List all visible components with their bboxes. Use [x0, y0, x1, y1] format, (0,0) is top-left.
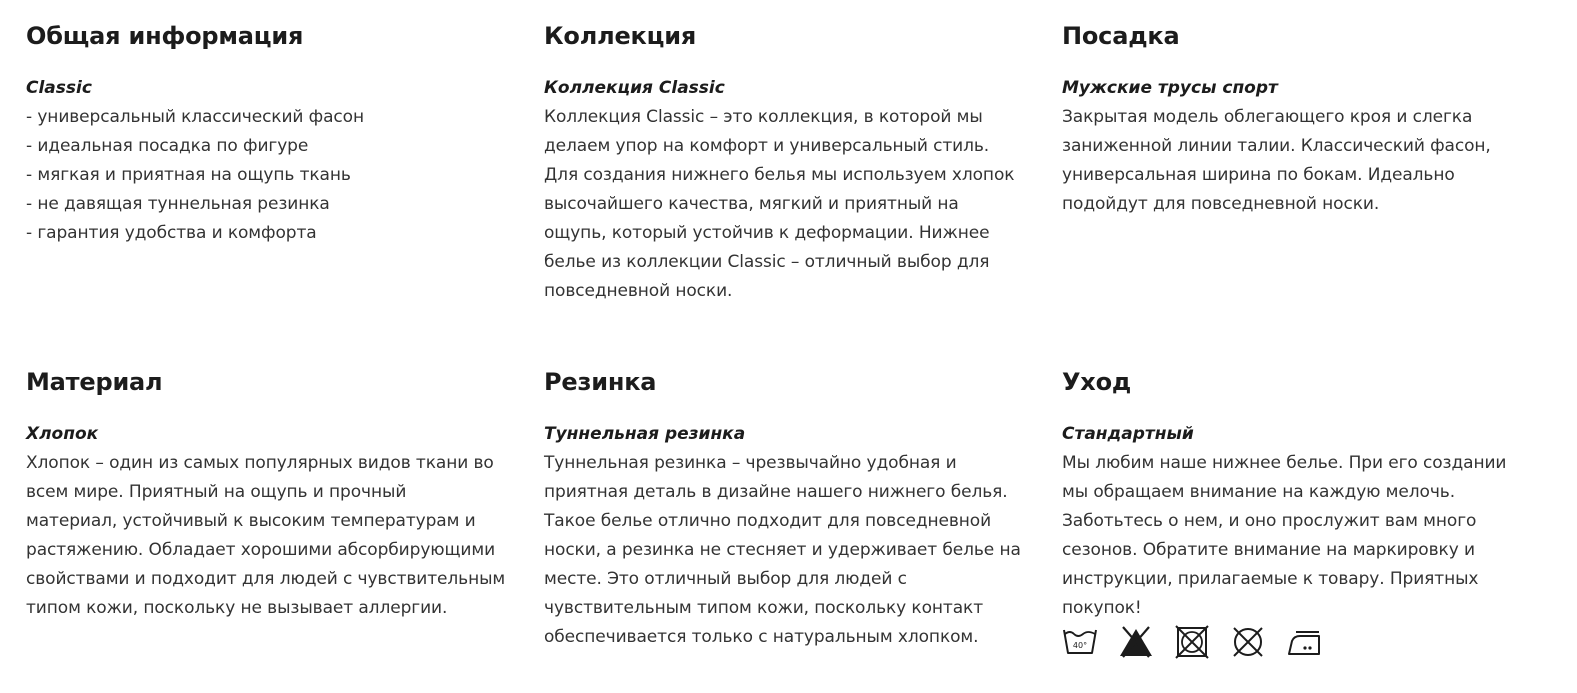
section-title: Коллекция — [544, 22, 697, 50]
text-line: Мы любим наше нижнее белье. При его создании — [1062, 453, 1507, 473]
section-subtitle: Хлопок — [26, 424, 99, 444]
text-line: белье из коллекции Classic – отличный выбор для — [544, 252, 990, 272]
section-subtitle: Туннельная резинка — [544, 424, 746, 444]
text-line: чувствительным типом кожи, поскольку контакт — [544, 598, 984, 618]
section-description — [26, 449, 516, 623]
section-title: Резинка — [544, 368, 657, 396]
section-description — [544, 449, 1034, 652]
section-subtitle: Мужские трусы спорт — [1062, 78, 1278, 98]
text-line: Заботьтесь о нем, и оно прослужит вам много — [1062, 511, 1477, 531]
iron-low-icon — [1286, 625, 1322, 659]
list-item: - универсальный классический фасон — [26, 107, 364, 127]
text-line: материал, устойчивый к высоким температурам и — [26, 511, 476, 531]
text-line: повседневной носки. — [544, 281, 733, 301]
feature-list — [26, 103, 516, 248]
text-line: Коллекция Classic – это коллекция, в которой мы — [544, 107, 983, 127]
text-line: ощупь, который устойчив к деформации. Нижнее — [544, 223, 990, 243]
list-item: - гарантия удобства и комфорта — [26, 223, 317, 243]
no-bleach-icon — [1118, 625, 1154, 659]
section-description — [1062, 103, 1552, 219]
text-line: универсальная ширина по бокам. Идеально — [1062, 165, 1455, 185]
text-line: Такое белье отлично подходит для повседневной — [544, 511, 992, 531]
section-collection — [544, 22, 1034, 306]
section-title: Общая информация — [26, 22, 304, 50]
text-line: обеспечивается только с натуральным хлопком. — [544, 627, 979, 647]
wash-temp-label: 40° — [1072, 641, 1088, 650]
no-dry-clean-icon — [1230, 625, 1266, 659]
list-item: - мягкая и приятная на ощупь ткань — [26, 165, 351, 185]
text-line: высочайшего качества, мягкий и приятный на — [544, 194, 959, 214]
text-line: месте. Это отличный выбор для людей с — [544, 569, 907, 589]
section-general-info — [26, 22, 516, 248]
section-description — [544, 103, 1034, 306]
section-elastic — [544, 368, 1034, 652]
section-subtitle: Classic — [26, 78, 92, 98]
section-material — [26, 368, 516, 623]
text-line: носки, а резинка не стесняет и удерживает белье на — [544, 540, 1021, 560]
section-subtitle: Коллекция Classic — [544, 78, 725, 98]
section-fit — [1062, 22, 1552, 219]
section-title: Материал — [26, 368, 163, 396]
text-line: делаем упор на комфорт и универсальный стиль. — [544, 136, 990, 156]
text-line: Хлопок – один из самых популярных видов ткани во — [26, 453, 494, 473]
wash-40-icon — [1062, 625, 1098, 659]
text-line: типом кожи, поскольку не вызывает аллергии. — [26, 598, 448, 618]
text-line: всем мире. Приятный на ощупь и прочный — [26, 482, 407, 502]
list-item: - идеальная посадка по фигуре — [26, 136, 309, 156]
text-line: приятная деталь в дизайне нашего нижнего белья. — [544, 482, 1008, 502]
section-description — [1062, 449, 1552, 623]
text-line: Для создания нижнего белья мы используем хлопок — [544, 165, 1015, 185]
text-line: заниженной линии талии. Классический фасон, — [1062, 136, 1491, 156]
text-line: растяжению. Обладает хорошими абсорбирующими — [26, 540, 496, 560]
text-line: свойствами и подходит для людей с чувствительным — [26, 569, 506, 589]
section-care — [1062, 368, 1552, 661]
care-icons — [1062, 623, 1552, 661]
text-line: Закрытая модель облегающего кроя и слегка — [1062, 107, 1473, 127]
text-line: подойдут для повседневной носки. — [1062, 194, 1380, 214]
text-line: Туннельная резинка – чрезвычайно удобная и — [544, 453, 957, 473]
text-line: сезонов. Обратите внимание на маркировку и — [1062, 540, 1475, 560]
list-item: - не давящая туннельная резинка — [26, 194, 330, 214]
no-tumble-dry-icon — [1174, 625, 1210, 659]
text-line: мы обращаем внимание на каждую мелочь. — [1062, 482, 1455, 502]
text-line: инструкции, прилагаемые к товару. Приятных — [1062, 569, 1479, 589]
section-subtitle: Стандартный — [1062, 424, 1194, 444]
text-line: покупок! — [1062, 598, 1142, 618]
section-title: Посадка — [1062, 22, 1180, 50]
section-title: Уход — [1062, 368, 1132, 396]
